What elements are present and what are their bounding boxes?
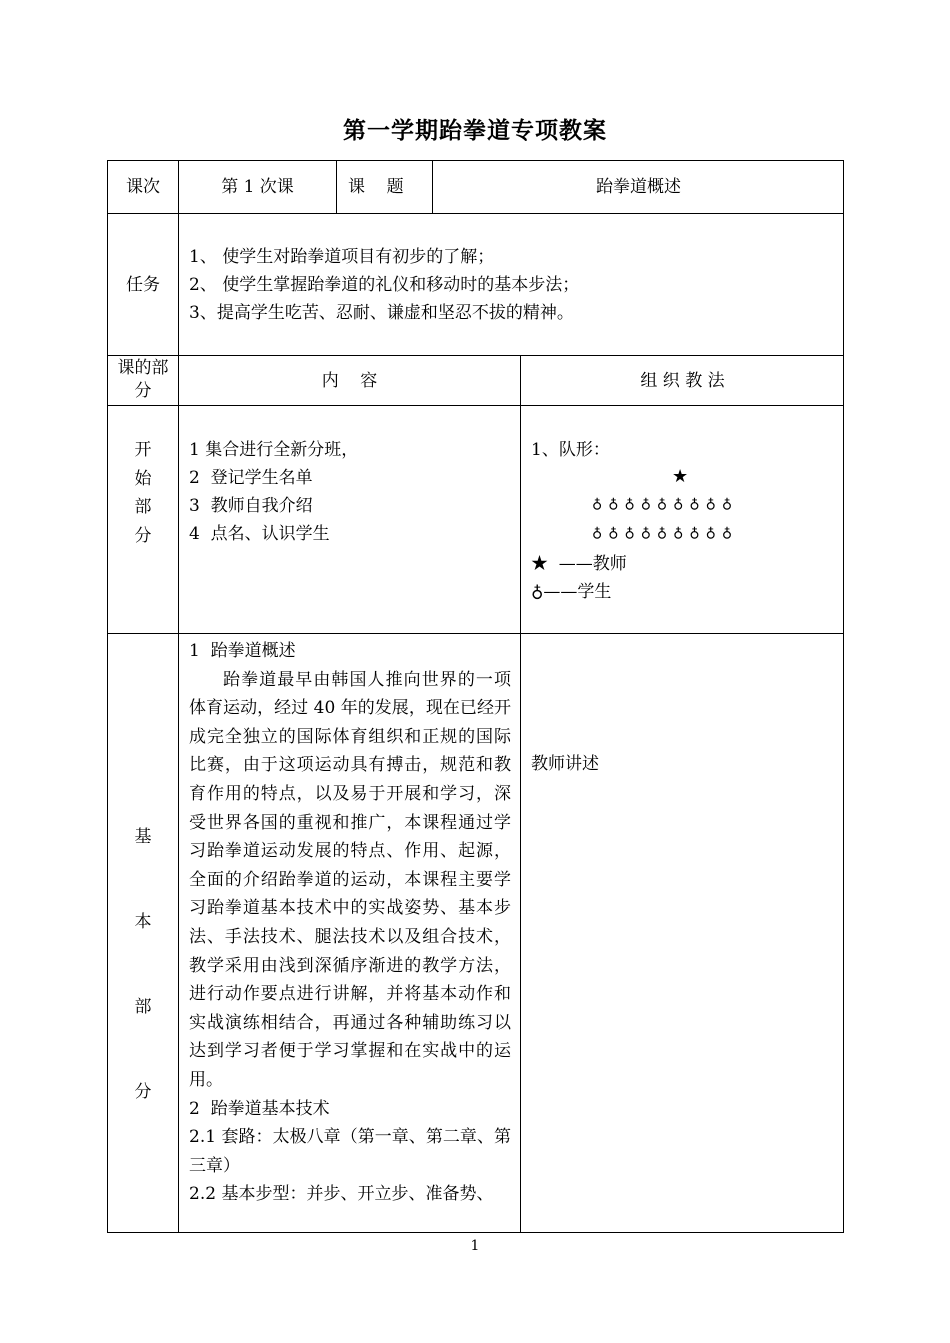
student-row-icons: ♁♁♁♁♁♁♁♁♁ xyxy=(592,496,739,512)
task-item: 3、提高学生吃苦、忍耐、谦虚和坚忍不拔的精神。 xyxy=(189,303,574,323)
row-divider xyxy=(107,355,844,356)
legend-student: ♁——学生 xyxy=(531,582,612,602)
teacher-star-icon: ★ xyxy=(672,466,689,487)
lesson-label: 课次 xyxy=(126,177,160,197)
task-item: 1、 使学生对跆拳道项目有初步的了解； xyxy=(189,247,495,267)
part-label: 课的部分 xyxy=(117,358,169,401)
basic-heading: 1 跆拳道概述 xyxy=(189,641,296,661)
row-divider xyxy=(107,405,844,406)
basic-item: 2.1 套路：太极八章（第一章、第二章、第三章） xyxy=(189,1127,511,1176)
start-label-text: 开始部分 xyxy=(134,440,152,546)
page-title: 第一学期跆拳道专项教案 xyxy=(343,118,607,144)
basic-section-label xyxy=(107,795,179,1135)
basic-paragraph: 跆拳道最早由韩国人推向世界的一项体育运动，经过 40 年的发展，现在已经开成完全独立的国际体育组织和正规的国际比赛，由于这项运动具有搏击，规范和教育作用的特点，以及易于开展和学习，深受世界各国的重视和推广，本课程通过学习跆拳道运动发展的特点、作用、起源，全面的介绍跆拳道的运动，本课程主要学习跆拳道基本技术中的实战姿势、基本步法、手法技术、腿法技术以及组合技术，教学采用由浅到深循序渐进的教学方法，进行动作要点进行讲解，并将基本动作和实战演练相结合，再通过各种辅助练习以达到学习者便于学习掌握和在实战中的运用。 xyxy=(189,669,511,1090)
tasks-label: 任务 xyxy=(126,275,160,295)
basic-content xyxy=(189,637,511,1209)
start-content-item: 3 教师自我介绍 xyxy=(189,496,313,516)
page-number: 1 xyxy=(470,1238,480,1254)
student-row-icons: ♁♁♁♁♁♁♁♁♁ xyxy=(592,525,739,541)
method-label: 组 织 教 法 xyxy=(640,371,725,391)
task-item: 2、 使学生掌握跆拳道的礼仪和移动时的基本步法； xyxy=(189,275,580,295)
row-divider xyxy=(107,633,844,634)
topic-label: 课 题 xyxy=(348,177,404,197)
content-label: 内 容 xyxy=(321,371,378,391)
basic-item: 2.2 基本步型：并步、开立步、准备势、 xyxy=(189,1184,494,1205)
col-divider xyxy=(520,355,521,1233)
start-section-label xyxy=(107,436,179,550)
basic-method: 教师讲述 xyxy=(531,754,599,774)
lesson-value: 第 1 次课 xyxy=(221,177,294,197)
formation-title: 1、队形： xyxy=(531,440,610,460)
row-divider xyxy=(107,213,844,214)
start-content-item: 4 点名、认识学生 xyxy=(189,524,330,544)
legend-teacher: ★ ——教师 xyxy=(531,554,627,574)
basic-label-text: 基本部分 xyxy=(134,827,152,1102)
start-content-item: 2 登记学生名单 xyxy=(189,468,313,488)
basic-heading: 2 跆拳道基本技术 xyxy=(189,1098,330,1119)
col-divider xyxy=(336,160,337,213)
start-content-item: 1 集合进行全新分班， xyxy=(189,440,359,460)
topic-value: 跆拳道概述 xyxy=(596,177,681,197)
